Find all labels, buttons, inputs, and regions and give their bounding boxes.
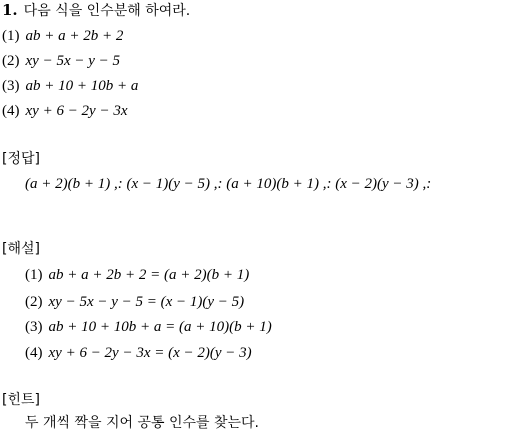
problem-header bbox=[2, 1, 190, 20]
answer-heading-text: [정답] bbox=[2, 151, 40, 167]
problem-item-label: (1) bbox=[2, 28, 20, 44]
problem-item-expr: ab + a + 2b + 2 bbox=[25, 28, 124, 44]
solution-item-2 bbox=[25, 292, 244, 311]
solution-item-label: (4) bbox=[25, 345, 43, 361]
solution-item-4 bbox=[25, 343, 252, 362]
problem-number: 1. bbox=[2, 1, 18, 19]
hint-text bbox=[25, 413, 259, 432]
problem-item-1 bbox=[2, 26, 123, 45]
hint-text-content: 두 개씩 짝을 지어 공통 인수를 찾는다. bbox=[25, 415, 260, 431]
solution-item-expr: ab + 10 + 10b + a = (a + 10)(b + 1) bbox=[48, 319, 272, 335]
solution-item-label: (3) bbox=[25, 319, 43, 335]
problem-item-label: (3) bbox=[2, 78, 20, 94]
problem-item-expr: ab + 10 + 10b + a bbox=[25, 78, 139, 94]
problem-item-label: (2) bbox=[2, 53, 20, 69]
answer-expr: (a + 2)(b + 1) ,: (x − 1)(y − 5) ,: (a + 10)(b + 1) ,: (x − 2)(y − 3) ,: bbox=[25, 176, 432, 192]
hint-heading-text: [힌트] bbox=[2, 392, 40, 408]
solution-item-3 bbox=[25, 317, 272, 336]
solution-item-label: (1) bbox=[25, 267, 43, 283]
solution-item-1 bbox=[25, 265, 249, 284]
problem-item-expr: xy + 6 − 2y − 3x bbox=[25, 103, 128, 119]
problem-instruction: 다음 식을 인수분해 하여라. bbox=[23, 3, 191, 19]
problem-item-expr: xy − 5x − y − 5 bbox=[25, 53, 120, 69]
hint-heading bbox=[2, 390, 40, 409]
answer-text bbox=[25, 174, 431, 193]
solution-item-expr: ab + a + 2b + 2 = (a + 2)(b + 1) bbox=[48, 267, 250, 283]
solution-item-expr: xy − 5x − y − 5 = (x − 1)(y − 5) bbox=[48, 294, 245, 310]
answer-heading bbox=[2, 149, 40, 168]
solution-item-expr: xy + 6 − 2y − 3x = (x − 2)(y − 3) bbox=[48, 345, 252, 361]
solution-heading bbox=[2, 239, 40, 258]
solution-heading-text: [해설] bbox=[2, 241, 40, 257]
problem-item-3 bbox=[2, 76, 138, 95]
problem-item-4 bbox=[2, 101, 128, 120]
problem-item-2 bbox=[2, 51, 120, 70]
solution-item-label: (2) bbox=[25, 294, 43, 310]
problem-item-label: (4) bbox=[2, 103, 20, 119]
